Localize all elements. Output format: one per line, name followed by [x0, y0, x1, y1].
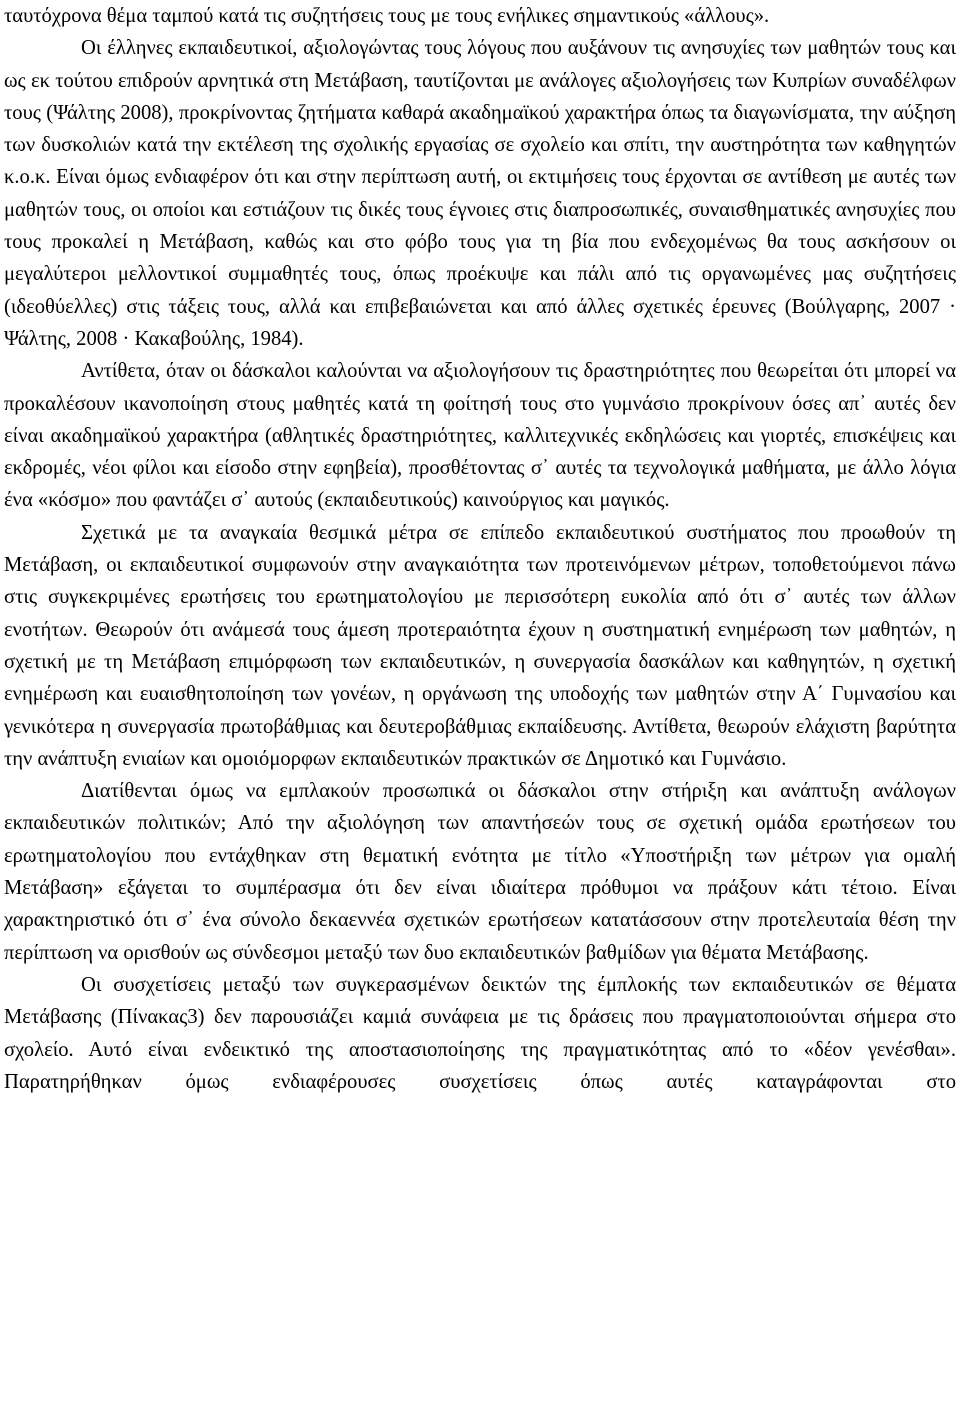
document-page	[4, 0, 956, 1098]
paragraph-6: Οι συσχετίσεις μεταξύ των συγκερασμένων δεικτών της έμπλοκής των εκπαιδευτικών σε θέματα Μετάβασης (Πίνακας3) δεν παρουσιάζει καμιά συνάφεια με τις δράσεις που πραγματοποιούνται σήμερα στο σχολείο. Αυτό είναι ενδεικτικό της αποστασιοποίησης της πραγματικότητας από το «δέον γενέσθαι». Παρατηρήθηκαν όμως ενδιαφέρουσες συσχετίσεις όπως αυτές καταγράφονται στο	[4, 973, 956, 1093]
paragraph-3: Αντίθετα, όταν οι δάσκαλοι καλούνται να αξιολογήσουν τις δραστηριότητες που θεωρείται ότι μπορεί να προκαλέσουν ικανοποίηση στους μαθητές κατά τη φοίτησή τους στο γυμνάσιο προκρίνουν όσες απ᾽ αυτές δεν είναι ακαδημαϊκού χαρακτήρα (αθλητικές δραστηριότητες, καλλιτεχνικές εκδηλώσεις και γιορτές, επισκέψεις και εκδρομές, νέοι φίλοι και είσοδο στην εφηβεία), προσθέτοντας σ᾽ αυτές τα τεχνολογικά μαθήματα, με άλλο λόγια ένα «κόσμο» που φαντάζει σ᾽ αυτούς (εκπαιδευτικούς) καινούργιος και μαγικός.	[4, 360, 956, 512]
paragraph-5: Διατίθενται όμως να εμπλακούν προσωπικά οι δάσκαλοι στην στήριξη και ανάπτυξη ανάλογων εκπαιδευτικών πολιτικών; Από την αξιολόγηση των απαντήσεών τους σε σχετική ομάδα ερωτήσεων του ερωτηματολογίου που εντάχθηκαν στη θεματική ενότητα με τίτλο «Υποστήριξη των μέτρων για ομαλή Μετάβαση» εξάγεται το συμπέρασμα ότι δεν είναι ιδιαίτερα πρόθυμοι να πράξουν κάτι τέτοιο. Είναι χαρακτηριστικό ότι σ᾽ ένα σύνολο δεκαεννέα σχετικών ερωτήσεων κατατάσσουν στην προτελευταία θέση την περίπτωση να ορισθούν ως σύνδεσμοι μεταξύ των δυο εκπαιδευτικών βαθμίδων για θέματα Μετάβασης.	[4, 780, 956, 964]
paragraph-2: Οι έλληνες εκπαιδευτικοί, αξιολογώντας τους λόγους που αυξάνουν τις ανησυχίες των μαθητών τους και ως εκ τούτου επιδρούν αρνητικά στη Μετάβαση, ταυτίζονται με ανάλογες αξιολογήσεις των Κυπρίων συναδέλφων τους (Ψάλτης 2008), προκρίνοντας ζητήματα καθαρά ακαδημαϊκού χαρακτήρα όπως τα διαγωνίσματα, την αύξηση των δυσκολιών κατά την εκτέλεση της σχολικής εργασίας σε σχολείο και σπίτι, την αυστηρότητα των καθηγητών κ.ο.κ. Είναι όμως ενδιαφέρον ότι και στην περίπτωση αυτή, οι εκτιμήσεις τους έρχονται σε αντίθεση με αυτές των μαθητών τους, οι οποίοι και εστιάζουν τις δικές τους έγνοιες στις διαπροσωπικές, συναισθηματικές ανησυχίες που τους προκαλεί η Μετάβαση, καθώς και στο φόβο τους για τη βία που ενδεχομένως θα τους ασκήσουν οι μεγαλύτεροι μελλοντικοί συμμαθητές τους, όπως προέκυψε και πάλι από τις οργανωμένες μας συζητήσεις (ιδεοθύελλες) στις τάξεις τους, αλλά και επιβεβαιώνεται και από άλλες σχετικές έρευνες (Βούλγαρης, 2007 · Ψάλτης, 2008 · Κακαβούλης, 1984).	[4, 37, 956, 350]
paragraph-4: Σχετικά με τα αναγκαία θεσμικά μέτρα σε επίπεδο εκπαιδευτικού συστήματος που προωθούν τη Μετάβαση, οι εκπαιδευτικοί συμφωνούν στην αναγκαιότητα των προτεινόμενων μέτρων, τοποθετούμενοι πάνω στις συγκεκριμένες ερωτήσεις του ερωτηματολογίου με περισσότερη ευκολία από ότι σ᾽ αυτές των άλλων ενοτήτων. Θεωρούν ότι ανάμεσά τους άμεση προτεραιότητα έχουν η συστηματική ενημέρωση των μαθητών, η σχετική με τη Μετάβαση επιμόρφωση των εκπαιδευτικών, η συνεργασία δασκάλων και καθηγητών, η σχετική ενημέρωση και ευαισθητοποίηση των γονέων, η οργάνωση της υποδοχής των μαθητών στην Α΄ Γυμνασίου και γενικότερα η συνεργασία πρωτοβάθμιας και δευτεροβάθμιας εκπαίδευσης. Αντίθετα, θεωρούν ελάχιστη βαρύτητα την ανάπτυξη ενιαίων και ομοιόμορφων εκπαιδευτικών πρακτικών σε Δημοτικό και Γυμνάσιο.	[4, 521, 956, 770]
paragraph-1: ταυτόχρονα θέμα ταμπού κατά τις συζητήσεις τους με τους ενήλικες σημαντικούς «άλλους».	[4, 5, 770, 27]
